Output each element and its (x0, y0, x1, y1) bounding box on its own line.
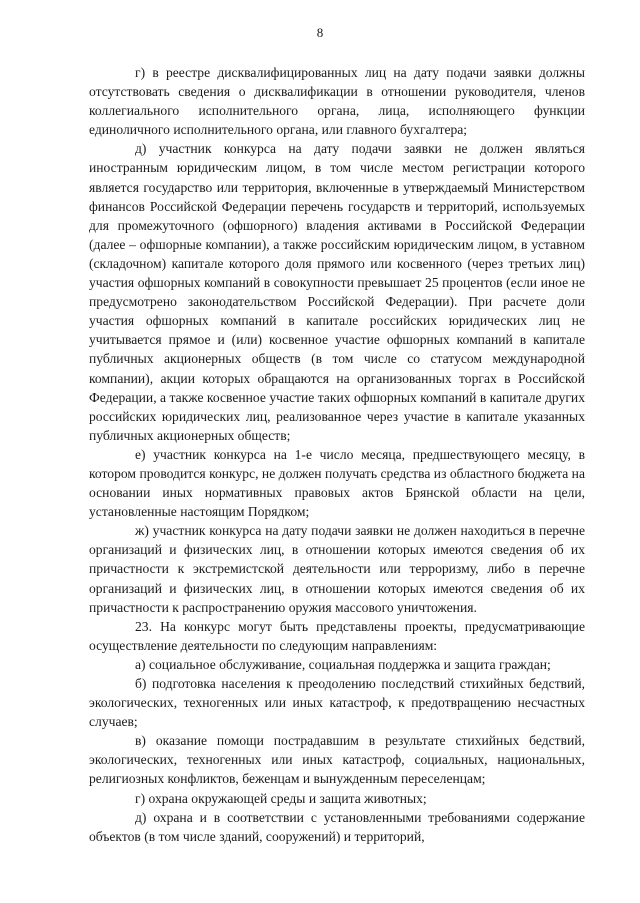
paragraph-v-victim-aid: в) оказание помощи пострадавшим в результате стихийных бедствий, экологических, техногенных или иных катастроф, социальных, национальных, религиозных конфликтов, беженцам и вынужденным переселенцам; (89, 733, 585, 787)
paragraph-23-directions: 23. На конкурс могут быть представлены проекты, предусматривающие осуществление деятельности по следующим направлениям: (89, 618, 585, 653)
paragraph-zh-extremism: ж) участник конкурса на дату подачи заявки не должен находиться в перечне организаций и физических лиц, в отношении которых имеются сведения об их причастности к экстремистской деятельности или терроризму, либо в перечне организаций и физических лиц, в отношении которых имеются сведения об их причастности к распространению оружия массового уничтожения. (89, 523, 585, 615)
paragraph-a-social-service: а) социальное обслуживание, социальная поддержка и защита граждан; (135, 656, 551, 672)
paragraph-d-offshore: д) участник конкурса на дату подачи заявки не должен являться иностранным юридическим лицом, в том числе местом регистрации которого является государство или территория, включенные в утверждаемый Министерством финансов Российской Федерации перечень государств и территорий, используемых для промежуточного (офшорного) владения активами в Российской Федерации (далее – офшорные компании), а также российским юридическим лицом, в уставном (складочном) капитале которого доля прямого или косвенного (через третьих лиц) участия офшорных компаний в совокупности превышает 25 процентов (если иное не предусмотрено законодательством Российской Федерации). При расчете доли участия офшорных компаний в капитале российских юридических лиц не учитывается прямое и (или) косвенное участие офшорных компаний в капитале публичных акционерных обществ (в том числе со статусом международной компании), акции которых обращаются на организованных торгах в Российской Федерации, а также косвенное участие таких офшорных компаний в капитале других российских юридических лиц, реализованное через участие в капитале указанных публичных акционерных обществ; (89, 141, 585, 443)
page-number: 8 (316, 25, 324, 40)
paragraph-b-disaster-prep: б) подготовка населения к преодолению последствий стихийных бедствий, экологических, техногенных или иных катастроф, к предотвращению несчастных случаев; (89, 676, 585, 730)
document-body (89, 63, 585, 846)
paragraph-e-regional-budget: е) участник конкурса на 1-е число месяца, предшествующего месяцу, в котором проводится конкурс, не должен получать средства из областного бюджета на основании иных нормативных правовых актов Брянской области на цели, установленные настоящим Порядком; (89, 446, 585, 520)
paragraph-g-disqualification: г) в реестре дисквалифицированных лиц на дату подачи заявки должны отсутствовать сведения о дисквалификации в отношении руководителя, членов коллегиального исполнительного органа, лица, исполняющего функции единоличного исполнительного органа, или главного бухгалтера; (89, 65, 585, 138)
paragraph-d-heritage: д) охрана и в соответствии с установленными требованиями содержание объектов (в том числе зданий, сооружений) и территорий, (89, 809, 585, 844)
paragraph-g-environment: г) охрана окружающей среды и защита животных; (135, 790, 427, 806)
